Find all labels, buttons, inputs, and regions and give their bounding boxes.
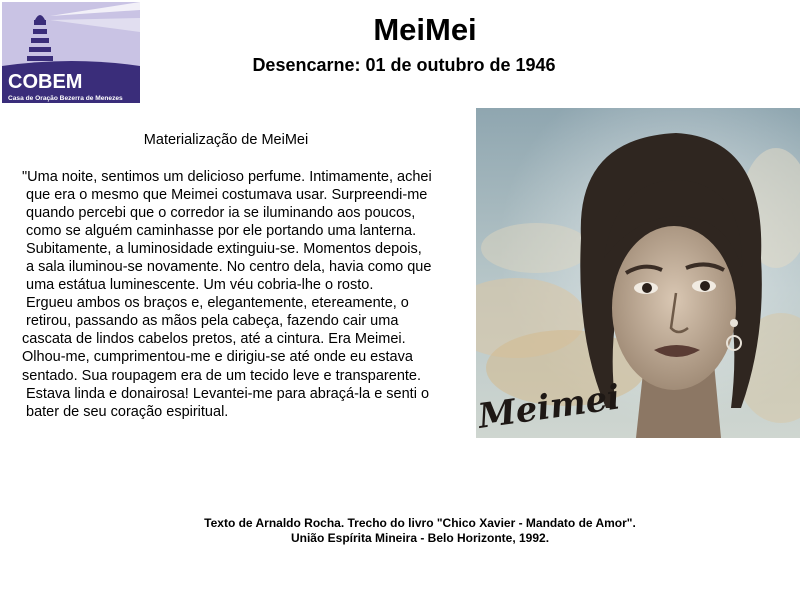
credits-line-1: Texto de Arnaldo Rocha. Trecho do livro "Chico Xavier - Mandato de Amor". — [204, 516, 636, 530]
article-line: "Uma noite, sentimos um delicioso perfume. Intimamente, achei — [22, 169, 432, 185]
article-line: uma estátua luminescente. Um véu cobria-lhe o rosto. — [26, 277, 374, 294]
article-line: Ergueu ambos os braços e, elegantemente, etereamente, o — [26, 295, 409, 312]
article-heading: Materialização de MeiMei — [143, 132, 309, 148]
article-line: Olhou-me, cumprimentou-me e dirigiu-se até onde eu estava — [22, 349, 413, 366]
meimei-portrait — [476, 108, 800, 438]
logo-tagline: Casa de Oração Bezerra de Menezes — [8, 95, 123, 102]
logo-name: COBEM — [8, 71, 83, 93]
article-line: Subitamente, a luminosidade extinguiu-se. Momentos depois, — [26, 241, 422, 258]
article-line: como se alguém caminhasse por ele portando uma lanterna. — [26, 223, 417, 240]
article-line: a sala iluminou-se novamente. No centro dela, havia como que — [26, 259, 432, 276]
credits-line-2: União Espírita Mineira - Belo Horizonte, 1992. — [290, 531, 550, 545]
article-line: cascata de lindos cabelos pretos, até a cintura. Era Meimei. — [22, 331, 406, 348]
article-line: quando percebi que o corredor ia se iluminando aos poucos, — [26, 205, 416, 222]
article-body — [22, 168, 478, 421]
article-line: retirou, passando as mãos pela cabeça, fazendo cair uma — [26, 313, 399, 330]
article-line: sentado. Sua roupagem era de um tecido leve e transparente. — [22, 367, 422, 384]
article-line: bater de seu coração espiritual. — [26, 403, 229, 420]
page-title: MeiMei — [373, 12, 477, 47]
source-credits — [120, 516, 720, 546]
portrait-signature: Meimei — [476, 377, 623, 437]
cobem-logo — [2, 2, 140, 103]
article-line: que era o mesmo que Meimei costumava usar. Surpreendi-me — [26, 187, 428, 204]
article-line: Estava linda e donairosa! Levantei-me para abraçá-la e senti o — [26, 385, 430, 402]
death-date: Desencarne: 01 de outubro de 1946 — [252, 55, 556, 75]
